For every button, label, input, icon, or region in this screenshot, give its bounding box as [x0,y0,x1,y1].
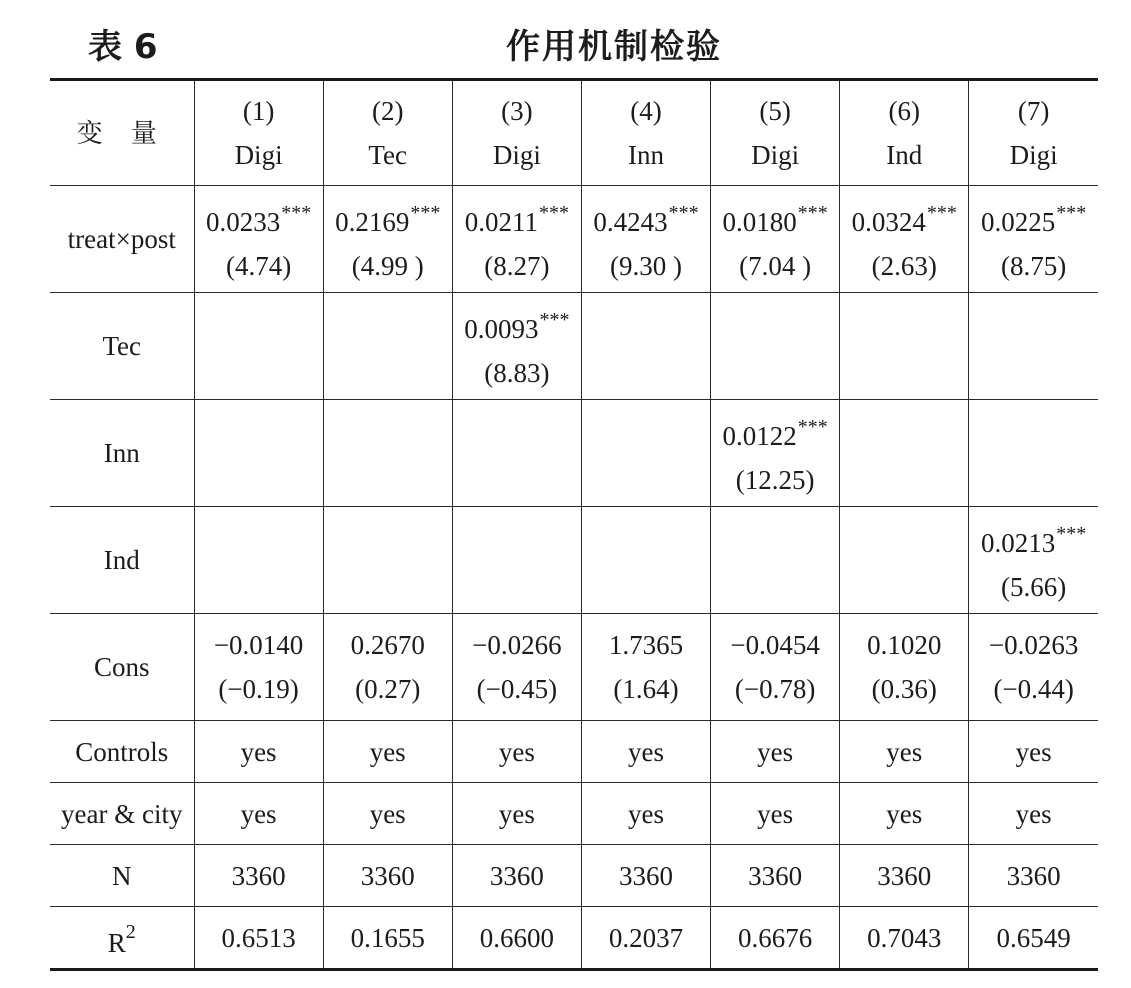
value-cell: yes [581,721,710,783]
value-cell: yes [323,783,452,845]
column-header: (2) Tec [323,80,452,186]
row-label: Inn [50,400,194,507]
empty-cell [452,507,581,614]
column-header: (4) Inn [581,80,710,186]
empty-cell [194,293,323,400]
row-label: treat×post [50,186,194,293]
regression-table [50,78,1098,971]
empty-cell [323,507,452,614]
coef-cell: 1.7365 (1.64) [581,614,710,721]
value-cell: yes [840,721,969,783]
empty-cell [840,293,969,400]
empty-cell [323,293,452,400]
empty-cell [452,400,581,507]
value-cell: yes [711,783,840,845]
empty-cell [194,400,323,507]
coef-cell: 0.0233*** (4.74) [194,186,323,293]
coef-cell: 0.0211*** (8.27) [452,186,581,293]
value-cell: 0.6549 [969,907,1098,970]
value-cell: yes [323,721,452,783]
table-number: 表 6 [88,27,158,67]
value-cell: yes [840,783,969,845]
table-row-treat-post [50,186,1098,293]
table-row-controls [50,721,1098,783]
column-header: (3) Digi [452,80,581,186]
coef-cell: −0.0140 (−0.19) [194,614,323,721]
value-cell: 0.2037 [581,907,710,970]
coef-cell: −0.0266 (−0.45) [452,614,581,721]
value-cell: 3360 [840,845,969,907]
table-row-cons [50,614,1098,721]
table-row-n [50,845,1098,907]
value-cell: 0.6513 [194,907,323,970]
value-cell: 0.7043 [840,907,969,970]
coef-cell: 0.1020 (0.36) [840,614,969,721]
value-cell: yes [581,783,710,845]
table-row-r2 [50,907,1098,970]
table-row-year-city [50,783,1098,845]
value-cell: 0.6600 [452,907,581,970]
value-cell: yes [452,783,581,845]
value-cell: yes [194,721,323,783]
empty-cell [840,400,969,507]
empty-cell [840,507,969,614]
value-cell: yes [969,783,1098,845]
coef-cell: 0.0225*** (8.75) [969,186,1098,293]
value-cell: yes [452,721,581,783]
empty-cell [581,400,710,507]
row-label: year & city [50,783,194,845]
coef-cell: 0.0093*** (8.83) [452,293,581,400]
empty-cell [581,507,710,614]
table-title: 作用机制检验 [506,27,722,67]
coef-cell: 0.0122*** (12.25) [711,400,840,507]
row-label: Controls [50,721,194,783]
value-cell: 3360 [711,845,840,907]
table-caption [50,22,1098,72]
empty-cell [711,293,840,400]
row-label: Tec [50,293,194,400]
empty-cell [969,293,1098,400]
table-row-inn [50,400,1098,507]
row-label: Cons [50,614,194,721]
empty-cell [581,293,710,400]
column-header: (6) Ind [840,80,969,186]
value-cell: 3360 [323,845,452,907]
empty-cell [323,400,452,507]
coef-cell: −0.0454 (−0.78) [711,614,840,721]
value-cell: 3360 [969,845,1098,907]
value-cell: 3360 [581,845,710,907]
value-cell: 3360 [194,845,323,907]
empty-cell [969,400,1098,507]
coef-cell: 0.2169*** (4.99 ) [323,186,452,293]
value-cell: yes [194,783,323,845]
column-header: (7) Digi [969,80,1098,186]
value-cell: 3360 [452,845,581,907]
empty-cell [194,507,323,614]
value-cell: 0.1655 [323,907,452,970]
coef-cell: 0.0213*** (5.66) [969,507,1098,614]
variable-header: 变 量 [50,80,194,186]
value-cell: yes [711,721,840,783]
table-row-tec [50,293,1098,400]
coef-cell: 0.0180*** (7.04 ) [711,186,840,293]
row-label: Ind [50,507,194,614]
row-label: N [50,845,194,907]
table-row-ind [50,507,1098,614]
coef-cell: 0.4243*** (9.30 ) [581,186,710,293]
coef-cell: 0.0324*** (2.63) [840,186,969,293]
value-cell: 0.6676 [711,907,840,970]
coef-cell: −0.0263 (−0.44) [969,614,1098,721]
header-row [50,80,1098,186]
column-header: (1) Digi [194,80,323,186]
row-label: $R^2$ [50,907,194,970]
empty-cell [711,507,840,614]
coef-cell: 0.2670 (0.27) [323,614,452,721]
value-cell: yes [969,721,1098,783]
column-header: (5) Digi [711,80,840,186]
